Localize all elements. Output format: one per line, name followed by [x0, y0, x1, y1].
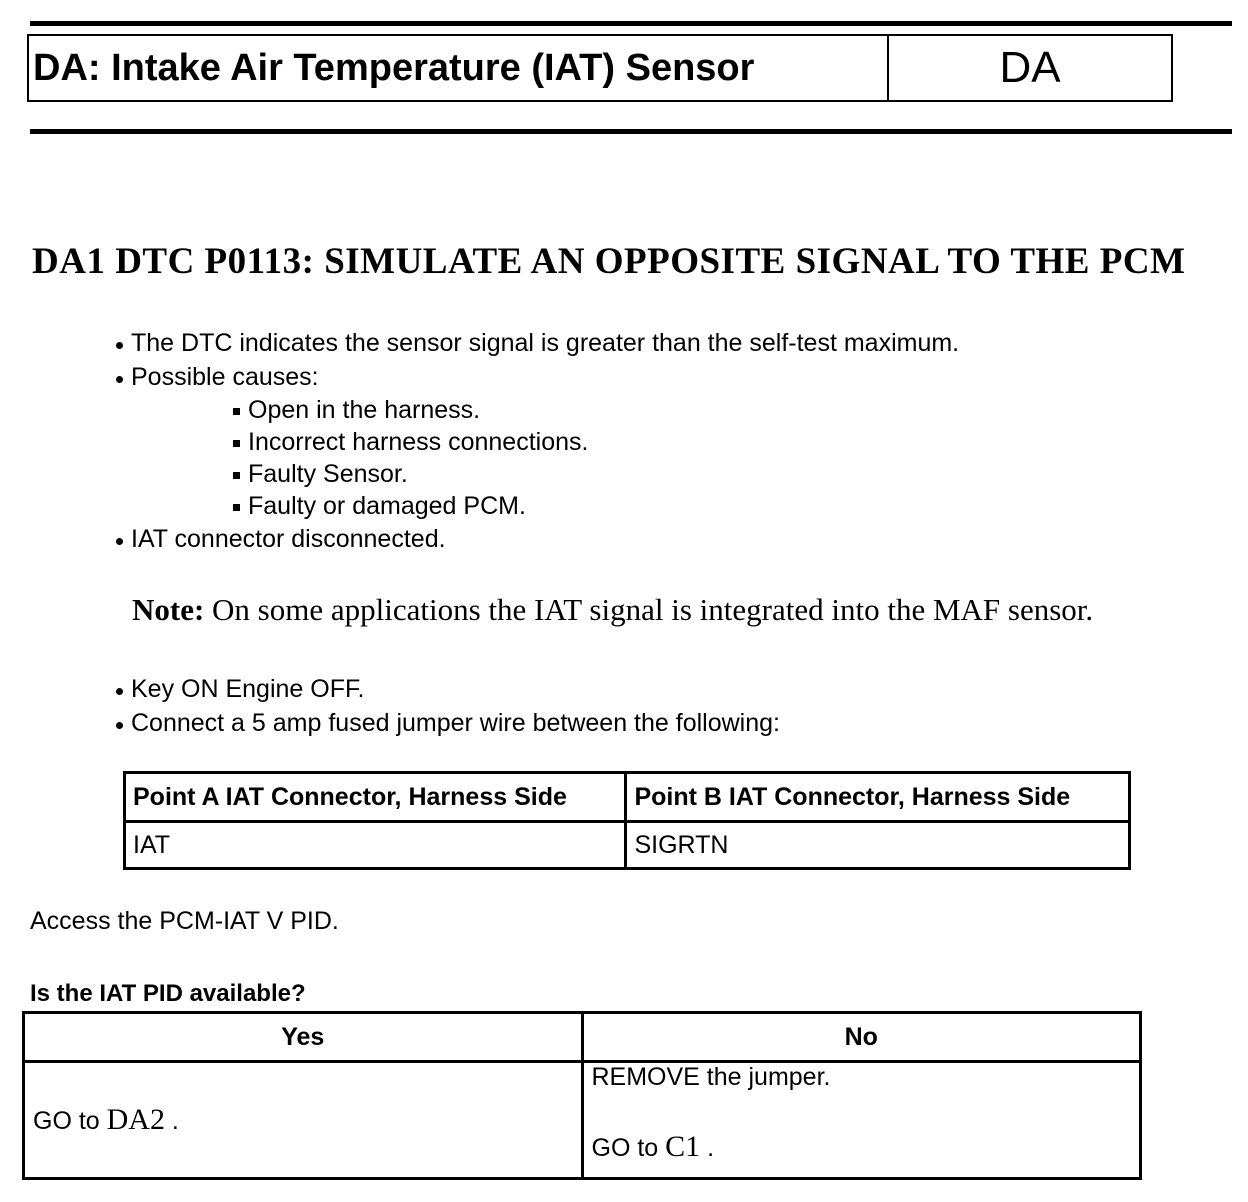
header-box [27, 34, 1173, 102]
bullet-item-label: Possible causes: [131, 363, 319, 391]
note-text: On some applications the IAT signal is integrated into the MAF sensor. [204, 592, 1094, 627]
table-row [24, 1062, 1141, 1179]
bullet-item-possible-causes [113, 360, 959, 522]
bullet-item: The DTC indicates the sensor signal is greater than the self-test maximum. [113, 326, 959, 360]
yes-action-prefix: GO to [33, 1107, 107, 1135]
no-action-goto [592, 1130, 1139, 1164]
decision-table [22, 1011, 1142, 1180]
cause-item: Faulty or damaged PCM. [231, 490, 959, 522]
yes-header: Yes [24, 1013, 583, 1062]
possible-causes-list [131, 394, 959, 522]
table-header-cell: Point B IAT Connector, Harness Side [626, 773, 1130, 822]
cause-item: Incorrect harness connections. [231, 426, 959, 458]
table-cell: SIGRTN [626, 822, 1130, 869]
info-bullet-list [113, 326, 959, 556]
header-bottom-rule [30, 129, 1232, 134]
jumper-connection-table [123, 771, 1131, 870]
note [132, 592, 1093, 628]
yes-action-suffix: . [164, 1107, 179, 1135]
no-header: No [582, 1013, 1141, 1062]
page-title: DA: Intake Air Temperature (IAT) Sensor [29, 36, 889, 100]
cause-item: Open in the harness. [231, 394, 959, 426]
bullet-item: IAT connector disconnected. [113, 522, 959, 556]
section-code: DA [999, 43, 1061, 92]
no-action-cell [582, 1062, 1141, 1179]
goto-da2-link[interactable]: DA2 [106, 1103, 165, 1136]
table-header-cell: Point A IAT Connector, Harness Side [125, 773, 626, 822]
no-action-prefix: GO to [591, 1133, 666, 1162]
step-bullet-list [113, 672, 780, 740]
top-rule [30, 21, 1232, 26]
table-row [125, 822, 1130, 869]
goto-c1-link[interactable]: C1 [665, 1129, 701, 1163]
yes-action-cell [24, 1062, 583, 1179]
access-instruction: Access the PCM-IAT V PID. [30, 907, 339, 935]
table-header-row [125, 773, 1130, 822]
table-header-row [24, 1013, 1141, 1062]
bullet-item: Key ON Engine OFF. [113, 672, 780, 706]
no-action-step: REMOVE the jumper. [591, 1062, 831, 1091]
section-title: DA1 DTC P0113: SIMULATE AN OPPOSITE SIGNAL TO THE PCM [32, 241, 1186, 282]
note-label: Note: [132, 592, 205, 627]
cause-item: Faulty Sensor. [231, 458, 959, 490]
no-action-suffix: . [700, 1133, 715, 1162]
table-cell: IAT [125, 822, 626, 869]
bullet-item: Connect a 5 amp fused jumper wire between the following: [113, 706, 780, 740]
decision-question: Is the IAT PID available? [30, 980, 306, 1007]
